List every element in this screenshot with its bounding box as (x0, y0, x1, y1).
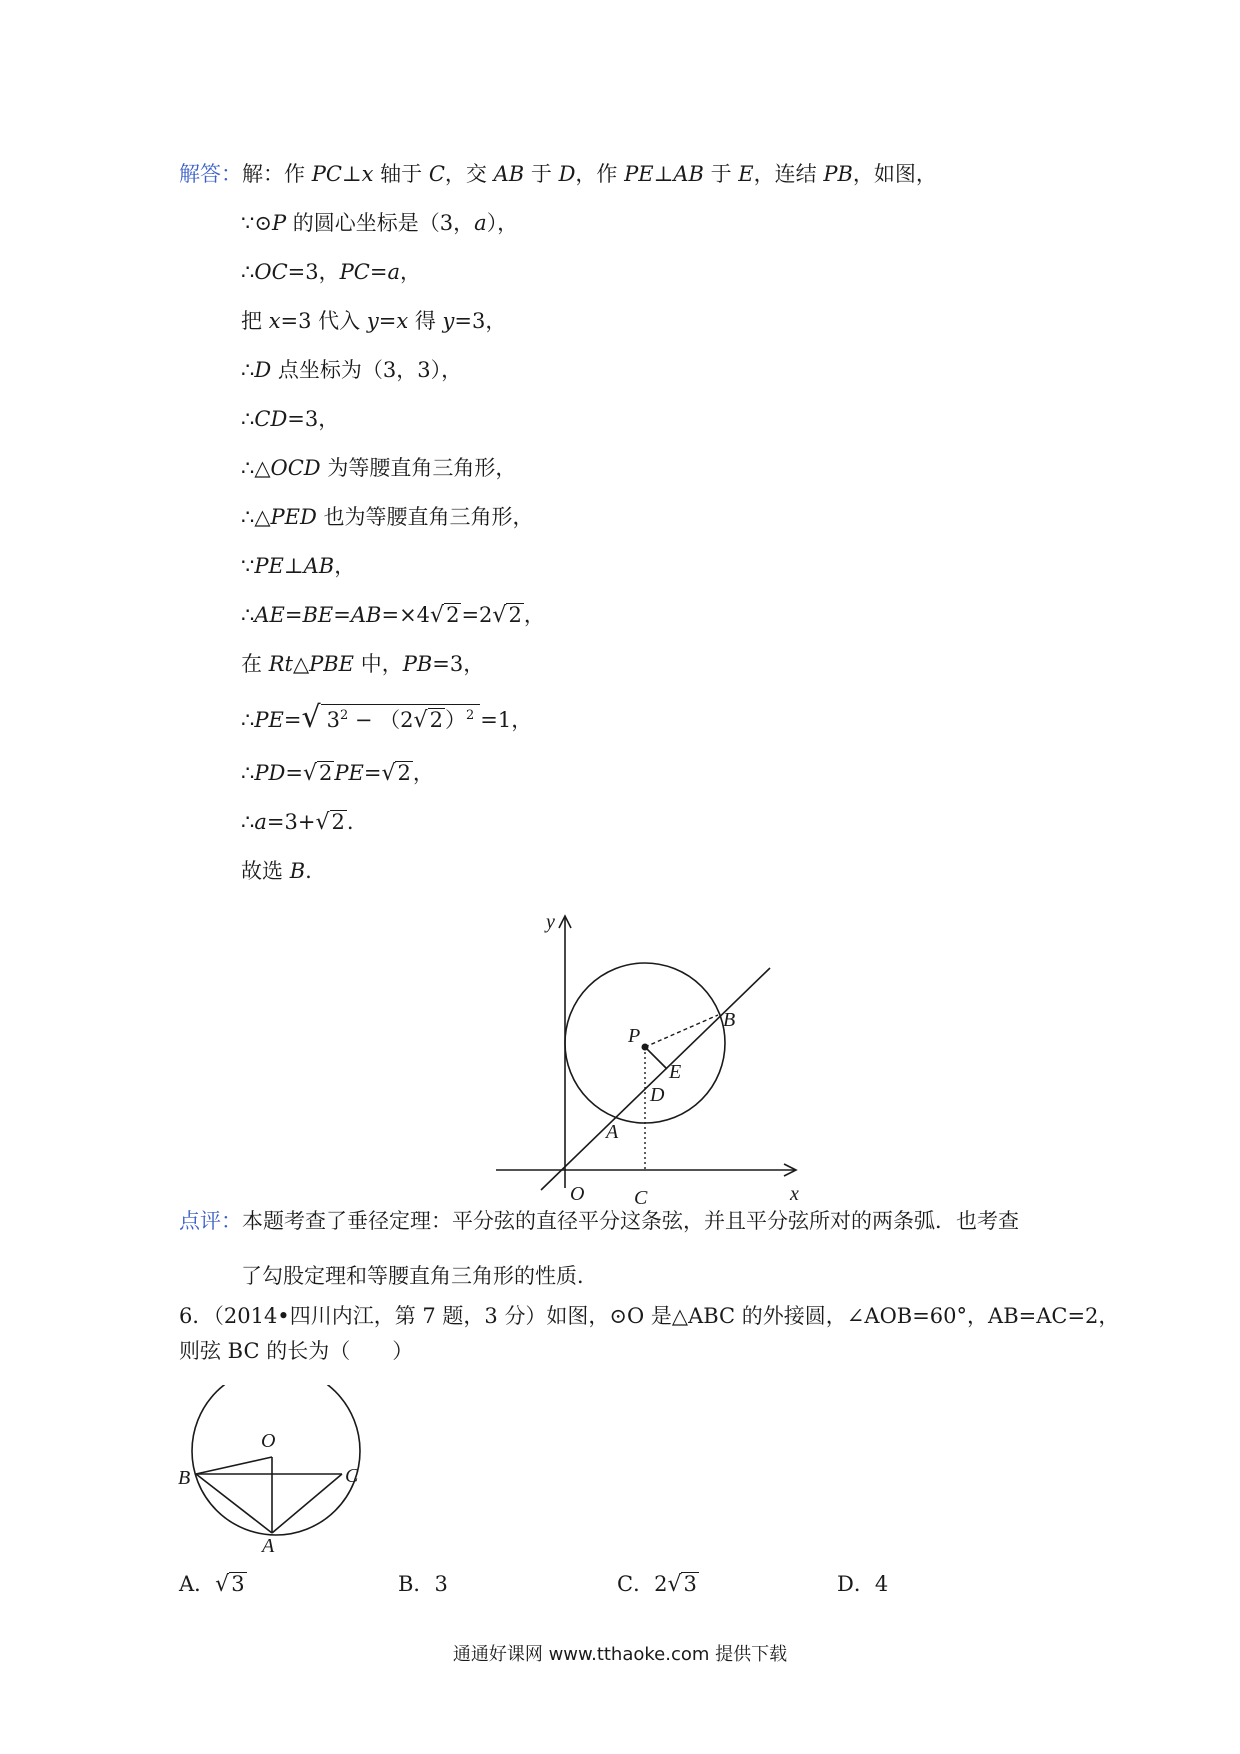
point-p (642, 1044, 649, 1051)
label-d: D (650, 1084, 665, 1106)
answer-header (179, 160, 937, 188)
option-a[interactable]: A．√3 (179, 1572, 245, 1597)
option-b-letter: B． (398, 1572, 435, 1596)
label-e: E (669, 1061, 682, 1083)
label-p: P (628, 1025, 641, 1047)
step-3: 把 x=3 代入 y=x 得 y=3， (241, 309, 507, 333)
option-d[interactable] (837, 1568, 888, 1598)
question-line-2: 则弦 BC 的长为（ ） (179, 1339, 414, 1363)
step-8: ∵PE⊥AB， (241, 554, 356, 578)
step-7: ∴△PED 也为等腰直角三角形， (241, 505, 534, 529)
step-5: ∴CD=3， (241, 407, 340, 431)
label-b2: B (178, 1467, 191, 1489)
option-a-letter: A． (179, 1572, 216, 1596)
label-a: A (606, 1121, 619, 1143)
coordinate-figure (480, 900, 820, 1210)
step-2: ∴OC=3，PC=a， (241, 260, 421, 284)
comment-text-2: 了勾股定理和等腰直角三角形的性质． (241, 1264, 598, 1288)
comment-text-1: 本题考查了垂径定理：平分弦的直径平分这条弦，并且平分弦所对的两条弧．也考查 (242, 1209, 1019, 1233)
answer-intro: 解：作 PC⊥x 轴于 C，交 AB 于 D，作 PE⊥AB 于 E，连结 PB，如图， (242, 162, 937, 186)
label-o2: O (261, 1430, 276, 1452)
step-1: ∵⊙P 的圆心坐标是（3，a）， (241, 211, 519, 235)
page-footer: 通通好课网 www.tthaoke.com 提供下载 (452, 1644, 788, 1665)
label-x: x (790, 1183, 799, 1205)
step-10: 在 Rt△PBE 中，PB=3， (241, 652, 485, 676)
option-d-letter: D． (837, 1572, 875, 1596)
option-c-letter: C． (617, 1572, 655, 1596)
comment-line-1 (179, 1207, 1019, 1235)
step-9: ∴AE=BE=AB=×4√2=2√2， (241, 603, 545, 628)
option-b[interactable] (398, 1568, 448, 1598)
segment-pe (645, 1047, 667, 1069)
step-6: ∴△OCD 为等腰直角三角形， (241, 456, 517, 480)
circumcircle-figure (175, 1385, 375, 1555)
step-12: ∴PD=√2PE=√2， (241, 761, 434, 786)
option-b-value: 3 (434, 1572, 448, 1596)
label-a2: A (262, 1535, 275, 1555)
segment-ac (272, 1474, 342, 1533)
label-y: y (546, 911, 555, 933)
step-11: ∴PE=√ $3^2 - (2√2)^2 =1$， (241, 700, 533, 735)
segment-pb (645, 1015, 718, 1047)
comment-label: 点评： (179, 1209, 242, 1233)
option-d-value: 4 (874, 1572, 889, 1596)
step-14: 故选 B. (241, 859, 312, 883)
segment-bo (196, 1457, 272, 1474)
question-line-1: 6．（2014•四川内江，第 7 题，3 分）如图，⊙O 是△ABC 的外接圆，∠AOB=60°，AB=AC=2， (179, 1304, 1120, 1328)
label-c2: C (345, 1465, 359, 1487)
label-c: C (634, 1187, 648, 1209)
option-c[interactable]: C．2√3 (617, 1572, 697, 1597)
label-o: O (570, 1183, 585, 1205)
answer-label: 解答： (179, 162, 242, 186)
step-4: ∴D 点坐标为（3，3）， (241, 358, 463, 382)
label-b: B (723, 1009, 736, 1031)
circle-o (192, 1385, 360, 1535)
step-13: ∴a=3+√2. (241, 810, 354, 835)
line-y-equals-x (541, 968, 770, 1190)
